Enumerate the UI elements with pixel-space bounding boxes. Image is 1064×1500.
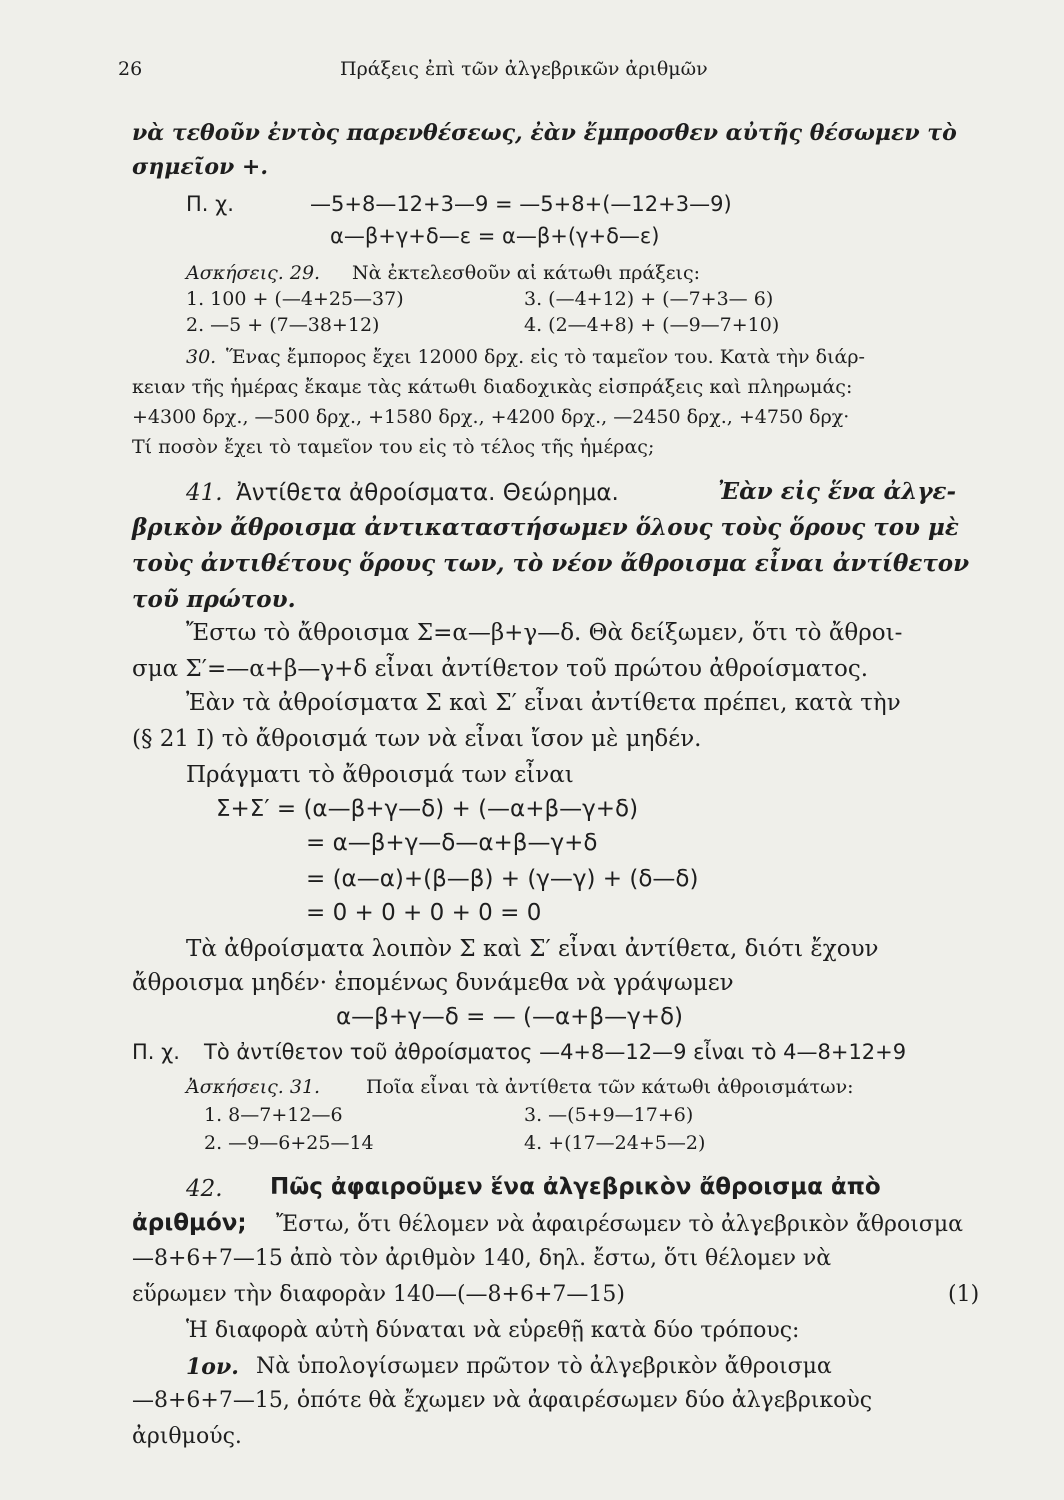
section-42-line-8: ἀριθμούς. [132, 1424, 242, 1449]
example-label: Π. χ. [186, 192, 234, 216]
section-42-text-line-2: Ἔστω, ὅτι θέλομεν νὰ ἀφαιρέσωμεν τὸ ἀλγεβρικὸν ἄθροισμα [276, 1212, 964, 1237]
exercise-29-item-2: 2. —5 + (7—38+12) [186, 314, 380, 336]
section-42-title-line-1: Πῶς ἀφαιροῦμεν ἕνα ἀλγεβρικὸν ἄθροισμα ἀπὸ [270, 1174, 881, 1200]
exercise-30-line-2: κειαν τῆς ἡμέρας ἔκαμε τὰς κάτωθι διαδοχικὰς εἰσπράξεις καὶ πληρωμάς: [132, 376, 853, 398]
proof-equation-1: Σ+Σ′ = (α—β+γ—δ) + (—α+β—γ+δ) [216, 796, 639, 822]
proof-equation-2: = α—β+γ—δ—α+β—γ+δ [306, 830, 598, 856]
exercises-31-label: Ἀσκήσεις. 31. [186, 1076, 321, 1098]
proof-line-3: Ἐὰν τὰ ἀθροίσματα Σ καὶ Σ′ εἶναι ἀντίθετα πρέπει, κατὰ τὴν [186, 690, 901, 716]
section-42-line-4: εὕρωμεν τὴν διαφορὰν 140—(—8+6+7—15) [132, 1282, 625, 1307]
intro-line-1: νὰ τεθοῦν ἐντὸς παρενθέσεως, ἐὰν ἔμπροσθεν αὐτῆς θέσωμεν τὸ [132, 120, 957, 146]
exercise-30-line-1: Ἕνας ἔμπορος ἔχει 12000 δρχ. εἰς τὸ ταμεῖον του. Κατὰ τὴν διάρ- [226, 346, 865, 368]
proof-equation-3: = (α—α)+(β—β) + (γ—γ) + (δ—δ) [306, 866, 699, 892]
section-41-example-label: Π. χ. [132, 1040, 180, 1064]
exercise-29-item-4: 4. (2—4+8) + (—9—7+10) [524, 314, 780, 336]
exercise-30-line-3: +4300 δρχ., —500 δρχ., +1580 δρχ., +4200 δρχ., —2450 δρχ., +4750 δρχ· [132, 406, 850, 428]
section-42-line-3: —8+6+7—15 ἀπὸ τὸν ἀριθμὸν 140, δηλ. ἔστω, ὅτι θέλομεν νὰ [132, 1246, 832, 1271]
theorem-line-2: βρικὸν ἄθροισμα ἀντικαταστήσωμεν ὅλους τοὺς ὅρους του μὲ [132, 514, 959, 541]
section-41-title: Ἀντίθετα ἀθροίσματα. Θεώρημα. [236, 480, 619, 506]
theorem-line-3: τοὺς ἀντιθέτους ὅρους των, τὸ νέον ἄθροισμα εἶναι ἀντίθετον [132, 550, 970, 577]
conclusion-line-1: Τὰ ἀθροίσματα λοιπὸν Σ καὶ Σ′ εἶναι ἀντίθετα, διότι ἔχουν [186, 936, 879, 962]
page-number: 26 [118, 58, 143, 80]
equation-reference-1: (1) [948, 1282, 980, 1307]
exercise-29-item-1: 1. 100 + (—4+25—37) [186, 288, 404, 310]
section-42-line-7: —8+6+7—15, ὁπότε θὰ ἔχωμεν νὰ ἀφαιρέσωμεν δύο ἀλγεβρικοὺς [132, 1388, 873, 1413]
section-42-line-6: Νὰ ὑπολογίσωμεν πρῶτον τὸ ἀλγεβρικὸν ἄθροισμα [256, 1354, 832, 1379]
exercise-31-item-4: 4. +(17—24+5—2) [524, 1132, 706, 1154]
exercise-29-item-3: 3. (—4+12) + (—7+3— 6) [524, 288, 774, 310]
section-41-number: 41. [186, 480, 223, 506]
conclusion-line-2: ἄθροισμα μηδέν· ἑπομένως δυνάμεθα νὰ γράψωμεν [132, 970, 734, 996]
theorem-line-4: τοῦ πρώτου. [132, 586, 296, 613]
proof-line-4: (§ 21 Ι) τὸ ἄθροισμά των νὰ εἶναι ἴσον μὲ μηδέν. [132, 726, 702, 752]
proof-line-5: Πράγματι τὸ ἄθροισμά των εἶναι [186, 762, 574, 788]
section-42-title-line-2: ἀριθμόν; [132, 1210, 247, 1236]
theorem-line-1: Ἐὰν εἰς ἕνα ἀλγε- [718, 478, 957, 505]
conclusion-equation: α—β+γ—δ = — (—α+β—γ+δ) [336, 1004, 684, 1030]
section-42-line-5: Ἡ διαφορὰ αὐτὴ δύναται νὰ εὑρεθῇ κατὰ δύο τρόπους: [186, 1318, 800, 1343]
exercises-29-text: Νὰ ἐκτελεσθοῦν αἱ κάτωθι πράξεις: [352, 262, 701, 284]
proof-line-2: σμα Σ′=—α+β—γ+δ εἶναι ἀντίθετον τοῦ πρώτου ἀθροίσματος. [132, 656, 869, 682]
first-method-label: 1ον. [186, 1354, 239, 1380]
intro-line-2: σημεῖον +. [132, 154, 269, 180]
example-equation-1: —5+8—12+3—9 = —5+8+(—12+3—9) [310, 192, 732, 216]
proof-line-1: Ἔστω τὸ ἄθροισμα Σ=α—β+γ—δ. Θὰ δείξωμεν, ὅτι τὸ ἄθροι- [186, 620, 903, 646]
exercise-31-item-3: 3. —(5+9—17+6) [524, 1104, 694, 1126]
running-title: Πράξεις ἐπὶ τῶν ἀλγεβρικῶν ἀριθμῶν [340, 58, 708, 80]
exercises-31-text: Ποῖα εἶναι τὰ ἀντίθετα τῶν κάτωθι ἀθροισμάτων: [366, 1076, 854, 1098]
exercises-29-label: Ασκήσεις. 29. [186, 262, 321, 284]
exercise-31-item-2: 2. —9—6+25—14 [204, 1132, 374, 1154]
exercise-31-item-1: 1. 8—7+12—6 [204, 1104, 343, 1126]
example-equation-2: α—β+γ+δ—ε = α—β+(γ+δ—ε) [330, 224, 660, 248]
exercise-30-line-4: Τί ποσὸν ἔχει τὸ ταμεῖον του εἰς τὸ τέλος τῆς ἡμέρας; [132, 436, 655, 458]
section-42-number: 42. [186, 1176, 223, 1202]
exercise-30-label: 30. [186, 346, 217, 368]
proof-equation-4: = 0 + 0 + 0 + 0 = 0 [306, 900, 542, 926]
section-41-example-text: Τὸ ἀντίθετον τοῦ ἀθροίσματος —4+8—12—9 εἶναι τὸ 4—8+12+9 [204, 1040, 907, 1064]
